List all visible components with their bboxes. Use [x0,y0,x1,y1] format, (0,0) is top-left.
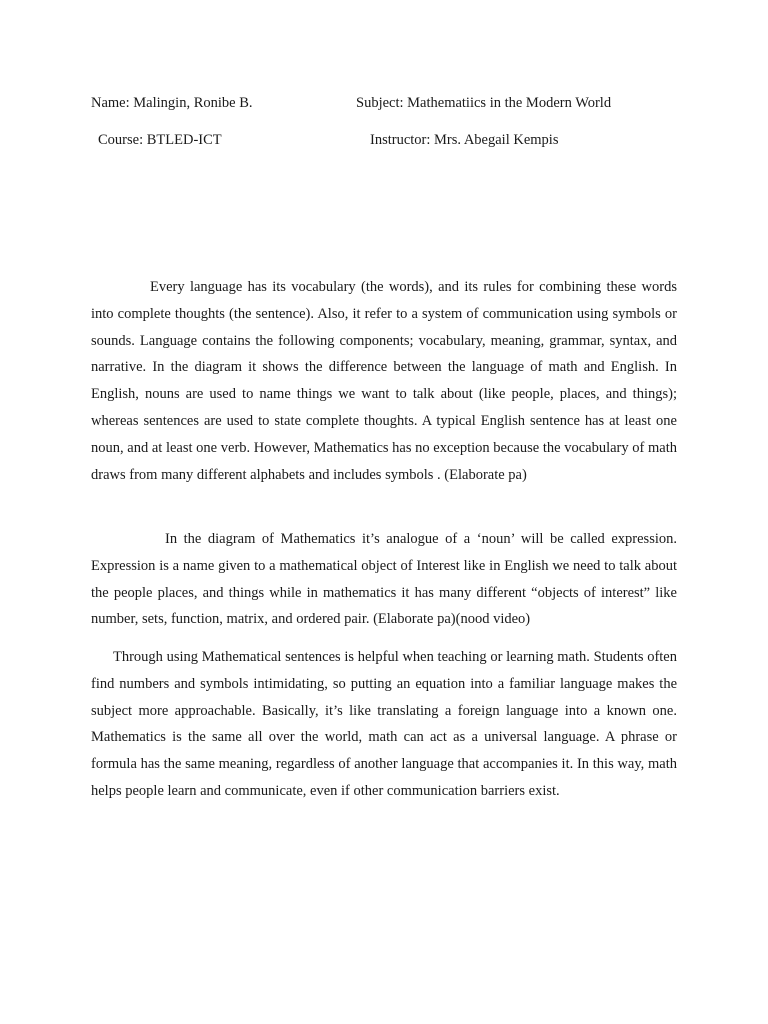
paragraph-2: In the diagram of Mathematics it’s analogue of a ‘noun’ will be called expression. Expression is a name given to a mathematical object of Interest like in English we need to talk about the people places, and things while in mathematics it has many different “objects of interest” like number, sets, function, matrix, and ordered pair. (Elaborate pa)(nood video) [91,531,677,628]
subject-line: Subject: Mathematiics in the Modern World [356,95,612,111]
instructor-line: Instructor: Mrs. Abegail Kempis [370,132,559,148]
paragraph-1: Every language has its vocabulary (the words), and its rules for combining these words into complete thoughts (the sentence). Also, it refer to a system of communication using symbols or sounds. Language contains the following components; vocabulary, meaning, grammar, syntax, and narrative. In the diagram it shows the difference between the language of math and English. In English, nouns are used to name things we want to talk about (like people, places, and things); whereas sentences are used to state complete thoughts. A typical English sentence has at least one noun, and at least one verb. However, Mathematics has no exception because the vocabulary of math draws from many different alphabets and includes symbols . (Elaborate pa) [91,279,677,483]
course-line: Course: BTLED-ICT [98,132,222,148]
paragraph-3: Through using Mathematical sentences is helpful when teaching or learning math. Students often find numbers and symbols intimidating, so putting an equation into a familiar language makes the subject more approachable. Basically, it’s like translating a foreign language into a known one. Mathematics is the same all over the world, math can act as a universal language. A phrase or formula has the same meaning, regardless of another language that accompanies it. In this way, math helps people learn and communicate, even if other communication barriers exist. [91,649,677,799]
student-name: Name: Malingin, Ronibe B. [91,95,253,111]
